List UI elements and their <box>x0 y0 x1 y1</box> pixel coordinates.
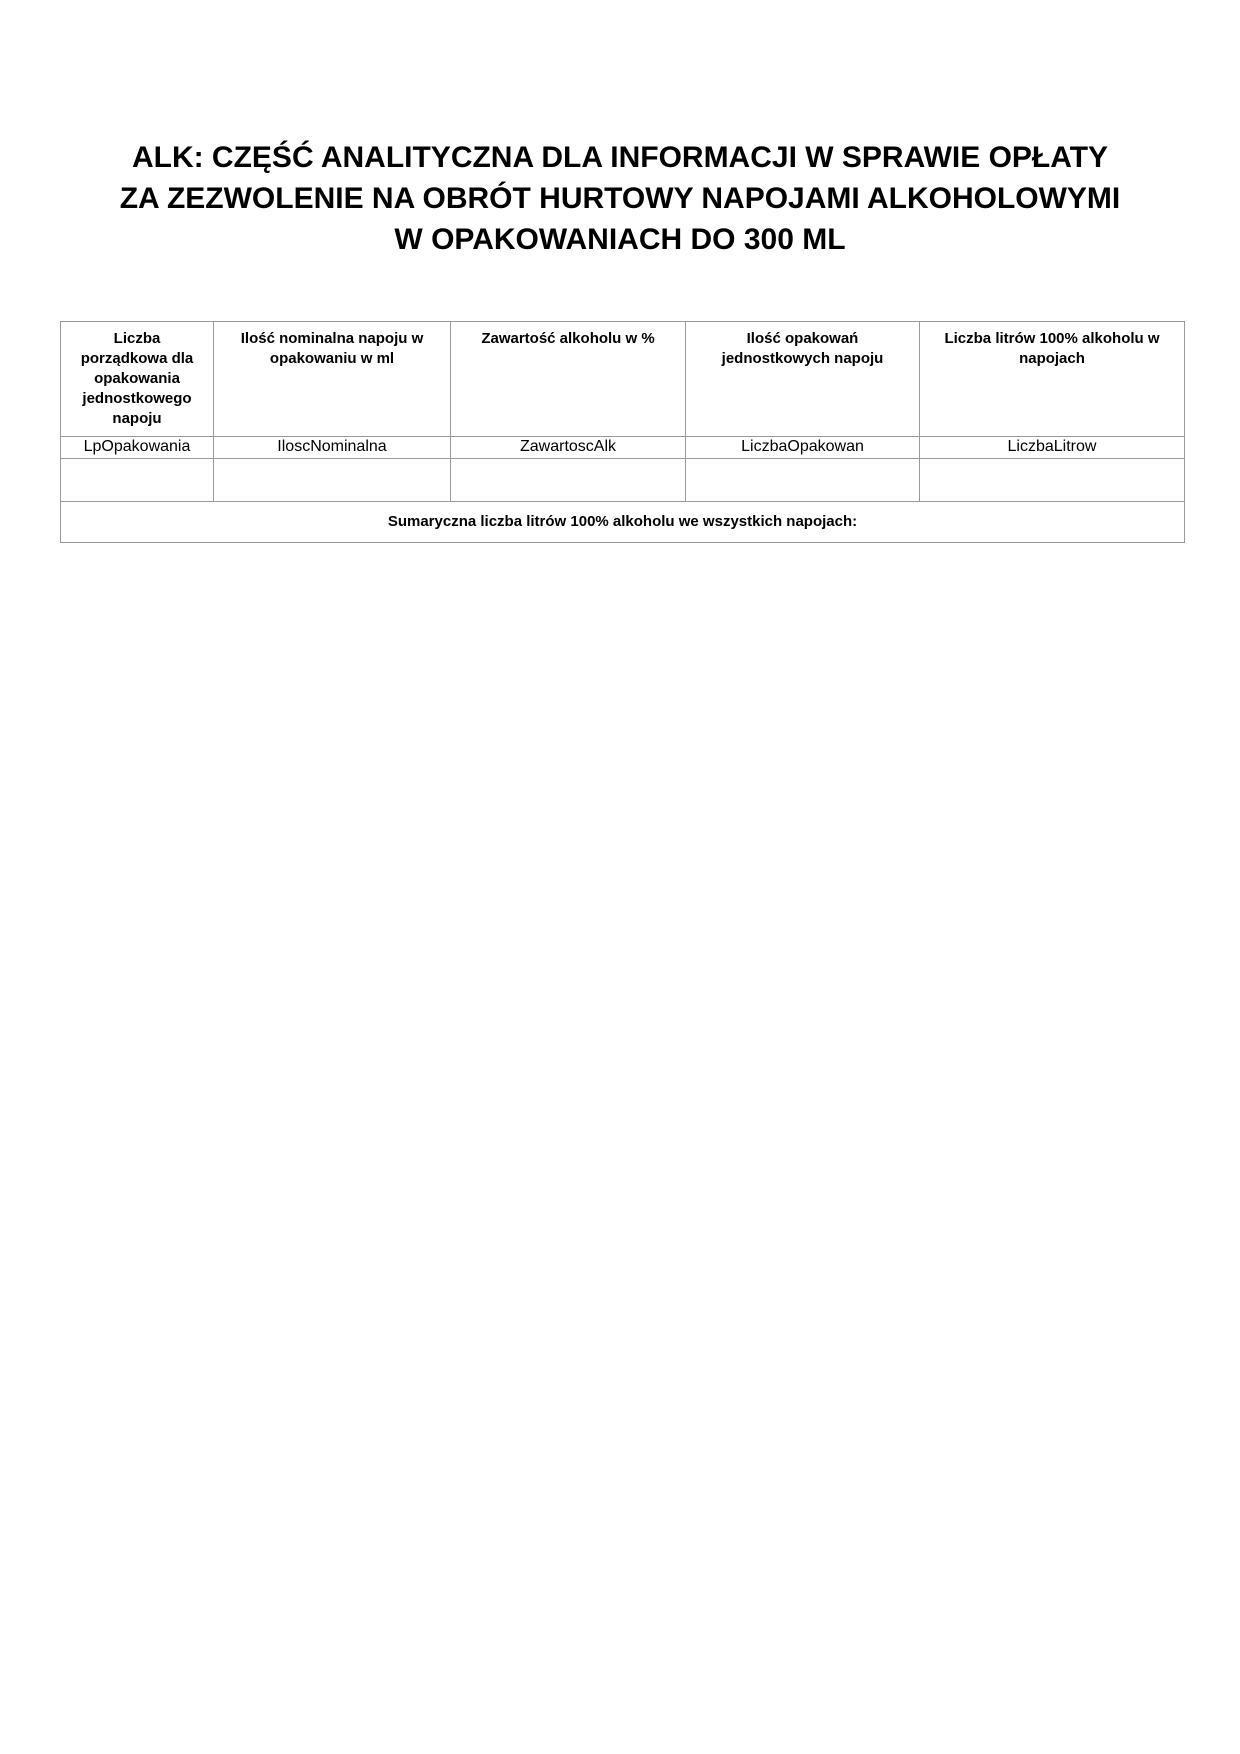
cell-ilosc-nominalna <box>214 459 451 502</box>
field-zawartosc-alk: ZawartoscAlk <box>451 437 686 459</box>
cell-liczba-opakowan <box>686 459 920 502</box>
title-line-1: ALK: CZĘŚĆ ANALITYCZNA DLA INFORMACJI W SPRAWIE OPŁATY <box>131 141 1109 174</box>
cell-liczba-litrow <box>920 459 1185 502</box>
analytic-table <box>60 321 1185 543</box>
header-liczba-opakowan: Ilość opakowań jednostkowych napoju <box>686 322 920 437</box>
data-row <box>61 459 1185 502</box>
field-ilosc-nominalna: IloscNominalna <box>214 437 451 459</box>
document-title <box>0 137 1240 260</box>
field-lp-opakowania: LpOpakowania <box>61 437 214 459</box>
header-lp-opakowania: Liczba porządkowa dla opakowania jednostkowego napoju <box>61 322 214 437</box>
summary-label: Sumaryczna liczba litrów 100% alkoholu we wszystkich napojach: <box>61 502 1185 543</box>
cell-zawartosc-alk <box>451 459 686 502</box>
header-ilosc-nominalna: Ilość nominalna napoju w opakowaniu w ml <box>214 322 451 437</box>
summary-row <box>61 502 1185 543</box>
title-line-2: ZA ZEZWOLENIE NA OBRÓT HURTOWY NAPOJAMI ALKOHOLOWYMI <box>119 182 1121 215</box>
header-zawartosc-alkoholu: Zawartość alkoholu w % <box>451 322 686 437</box>
field-names-row <box>61 437 1185 459</box>
cell-lp-opakowania <box>61 459 214 502</box>
field-liczba-opakowan: LiczbaOpakowan <box>686 437 920 459</box>
header-liczba-litrow: Liczba litrów 100% alkoholu w napojach <box>920 322 1185 437</box>
header-row <box>61 322 1185 437</box>
title-line-3: W OPAKOWANIACH DO 300 ML <box>394 223 846 256</box>
field-liczba-litrow: LiczbaLitrow <box>920 437 1185 459</box>
